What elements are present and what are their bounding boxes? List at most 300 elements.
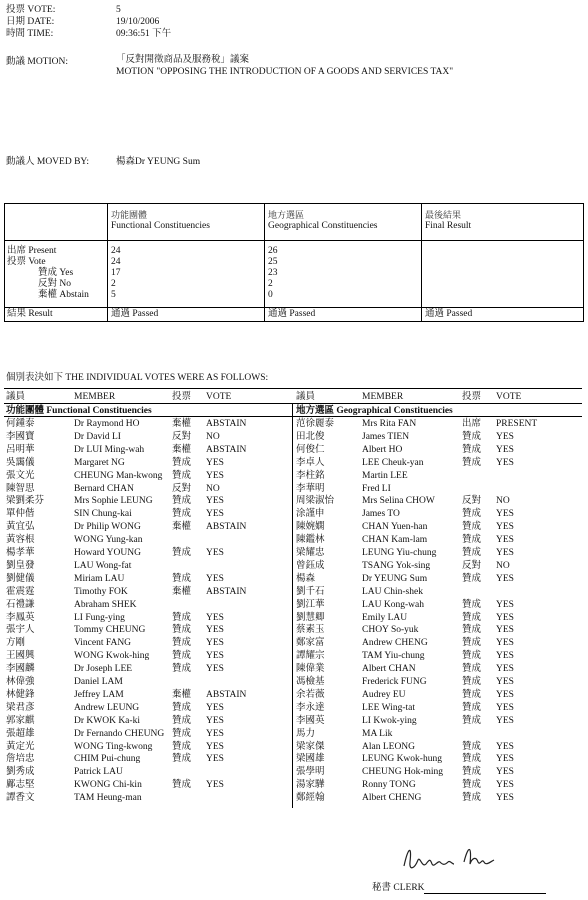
vote-row [0, 624, 588, 637]
member-name-zh: 李華明 [296, 483, 325, 494]
vote-value: YES [496, 741, 514, 752]
member-name: LAU Wong-fat [74, 560, 132, 571]
vote-value: YES [206, 457, 224, 468]
vote-row [0, 573, 588, 586]
gc-col-zh-name: 議員 [296, 392, 316, 402]
motion-label: 動議 MOTION: [6, 57, 69, 67]
vote-zh: 贊成 [462, 677, 482, 687]
member-name: LEE Wing-tat [362, 702, 415, 713]
member-name-zh: 張文光 [6, 470, 35, 481]
summary-row-label: 出席 Present [7, 246, 57, 256]
member-name-zh: 梁家傑 [296, 741, 325, 752]
vote-zh: 贊成 [172, 702, 192, 713]
gc-count: 26 [268, 246, 278, 256]
vote-zh: 贊成 [462, 548, 482, 558]
member-name-zh: 王國興 [6, 651, 35, 662]
member-name: TAM Yiu-chung [362, 651, 425, 662]
vote-value: YES [206, 728, 224, 739]
vote-value: YES [206, 548, 224, 558]
vote-row [0, 547, 588, 560]
vote-zh: 贊成 [172, 715, 192, 726]
member-name: Mrs Rita FAN [362, 419, 417, 429]
vote-zh: 贊成 [172, 457, 192, 468]
member-name: Ronny TONG [362, 780, 416, 791]
member-name-zh: 鄺志堅 [6, 780, 35, 791]
member-name-zh: 湯家驊 [296, 780, 325, 791]
member-name: Bernard CHAN [74, 483, 134, 494]
vote-zh: 贊成 [462, 444, 482, 455]
clerk-signature [398, 840, 538, 880]
vote-zh: 贊成 [462, 522, 482, 533]
votes-header-rule [4, 403, 582, 404]
final-column-header [425, 210, 471, 232]
vote-value: NO [206, 431, 220, 442]
member-name: Howard YOUNG [74, 548, 141, 558]
vote-value: YES [496, 793, 514, 804]
member-name: MA Lik [362, 728, 393, 739]
summary-row-label: 贊成 Yes [38, 268, 74, 278]
member-name-zh: 涂謹申 [296, 509, 325, 520]
member-name: Andrew LEUNG [74, 702, 140, 713]
vote-zh: 贊成 [172, 548, 192, 558]
vote-number-label: 投票 VOTE: [6, 5, 56, 15]
member-name: Abraham SHEK [74, 599, 137, 610]
date-value: 19/10/2006 [116, 17, 160, 27]
member-name-zh: 何鍾泰 [6, 419, 35, 429]
vote-value: YES [496, 509, 514, 520]
vote-zh: 贊成 [172, 625, 192, 636]
vote-value: YES [496, 651, 514, 662]
vote-value: YES [206, 470, 224, 481]
vote-value: YES [206, 715, 224, 726]
member-name-zh: 馬力 [296, 728, 316, 739]
summary-row-result [5, 308, 583, 319]
vote-value: NO [206, 483, 220, 494]
member-name: James TIEN [362, 431, 410, 442]
member-name: SIN Chung-kai [74, 509, 132, 520]
vote-zh: 棄權 [172, 419, 192, 429]
vote-row [0, 470, 588, 483]
vote-value: YES [206, 612, 224, 623]
vote-row [0, 534, 588, 547]
vote-zh: 反對 [172, 483, 192, 494]
vote-value: ABSTAIN [206, 689, 247, 700]
member-name-zh: 梁耀忠 [296, 548, 325, 558]
final-header-zh: 最後結果 [425, 210, 462, 220]
vote-zh: 贊成 [172, 573, 192, 584]
vote-zh: 贊成 [172, 664, 192, 675]
member-name: James TO [362, 509, 400, 520]
gc-header-zh: 地方選區 [268, 210, 305, 220]
mover-label: 動議人 MOVED BY: [6, 157, 90, 167]
vote-value: YES [496, 548, 514, 558]
vote-value: YES [206, 638, 224, 649]
vote-value: ABSTAIN [206, 444, 247, 455]
vote-row [0, 637, 588, 650]
member-name-zh: 黃宜弘 [6, 522, 35, 533]
vote-row [0, 508, 588, 521]
member-name-zh: 林健鋒 [6, 689, 35, 700]
member-name: Dr Fernando CHEUNG [74, 728, 165, 739]
time-value: 09:36:51 下午 [116, 29, 172, 39]
vote-row [0, 521, 588, 534]
vote-zh: 贊成 [172, 780, 192, 791]
member-name: Alan LEONG [362, 741, 416, 752]
member-name-zh: 林偉強 [6, 677, 35, 687]
mover-value: 楊森Dr YEUNG Sum [116, 157, 201, 167]
member-name-zh: 單仲偕 [6, 509, 35, 520]
member-name-zh: 梁君彥 [6, 702, 35, 713]
vote-zh: 贊成 [172, 651, 192, 662]
vote-row [0, 418, 588, 431]
member-name-zh: 梁劉柔芬 [6, 496, 45, 507]
member-name-zh: 陳鑑林 [296, 535, 325, 546]
member-name: Dr YEUNG Sum [362, 573, 428, 584]
member-name-zh: 呂明華 [6, 444, 35, 455]
member-name-zh: 張宇人 [6, 625, 35, 636]
fc-count: 2 [111, 279, 116, 289]
member-name: KWONG Chi-kin [74, 780, 142, 791]
vote-row [0, 495, 588, 508]
member-name-zh: 陳偉業 [296, 664, 325, 675]
vote-row [0, 431, 588, 444]
member-name: LEUNG Kwok-hung [362, 754, 442, 765]
vote-zh: 棄權 [172, 586, 192, 597]
gc-col-member: MEMBER [362, 392, 404, 402]
vote-zh: 出席 [462, 419, 482, 429]
member-name: Vincent FANG [74, 638, 132, 649]
vote-zh: 贊成 [462, 715, 482, 726]
vote-row [0, 560, 588, 573]
fc-col-zh-name: 議員 [6, 392, 26, 402]
clerk-signature-line [424, 893, 546, 894]
vote-zh: 棄權 [172, 444, 192, 455]
member-name: Daniel LAM [74, 677, 123, 687]
member-name-zh: 陳婉嫻 [296, 522, 325, 533]
member-name-zh: 何俊仁 [296, 444, 325, 455]
vote-zh: 贊成 [462, 509, 482, 520]
fc-count: 17 [111, 268, 121, 278]
member-name: LAU Chin-shek [362, 586, 423, 597]
vote-row [0, 457, 588, 470]
member-name: Dr David LI [74, 431, 121, 442]
member-name: TSANG Yok-sing [362, 560, 431, 571]
member-name: LAU Kong-wah [362, 599, 425, 610]
fc-count: 24 [111, 257, 121, 267]
vote-value: ABSTAIN [206, 419, 247, 429]
vote-value: YES [206, 573, 224, 584]
member-name-zh: 李國麟 [6, 664, 35, 675]
vote-row [0, 586, 588, 599]
member-name: WONG Kwok-hing [74, 651, 150, 662]
fc-result: 通過 Passed [111, 309, 159, 319]
member-name: Dr Raymond HO [74, 419, 140, 429]
fc-count: 24 [111, 246, 121, 256]
member-name: TAM Heung-man [74, 793, 142, 804]
member-name: CHEUNG Man-kwong [74, 470, 163, 481]
time-label: 時間 TIME: [6, 29, 54, 39]
fc-count: 5 [111, 290, 116, 300]
gc-count: 25 [268, 257, 278, 267]
member-name-zh: 黃定光 [6, 741, 35, 752]
member-name-zh: 楊孝華 [6, 548, 35, 558]
fc-col-vote-zh: 投票 [172, 392, 192, 402]
gc-column-header [268, 210, 377, 232]
member-name-zh: 楊森 [296, 573, 316, 584]
row-divider [5, 240, 583, 241]
vote-value: YES [206, 702, 224, 713]
vote-value: YES [496, 767, 514, 778]
member-name-zh: 詹培忠 [6, 754, 35, 765]
member-name: CHEUNG Hok-ming [362, 767, 444, 778]
vote-zh: 贊成 [462, 457, 482, 468]
summary-row-label: 結果 Result [7, 309, 53, 319]
vote-row [0, 779, 588, 792]
motion-title-en: MOTION "OPPOSING THE INTRODUCTION OF A GOODS AND SERVICES TAX" [116, 67, 454, 77]
member-name-zh: 范徐麗泰 [296, 419, 335, 429]
vote-row [0, 741, 588, 754]
member-name-zh: 李永達 [296, 702, 325, 713]
vote-value: NO [496, 560, 510, 571]
vote-zh: 贊成 [462, 702, 482, 713]
vote-zh: 贊成 [462, 780, 482, 791]
vote-value: YES [496, 638, 514, 649]
vote-row [0, 702, 588, 715]
member-name: Mrs Selina CHOW [362, 496, 435, 507]
vote-row [0, 650, 588, 663]
vote-row [0, 599, 588, 612]
member-name: Patrick LAU [74, 767, 123, 778]
vote-zh: 贊成 [172, 612, 192, 623]
member-name: LEE Cheuk-yan [362, 457, 424, 468]
vote-value: NO [496, 496, 510, 507]
vote-row [0, 676, 588, 689]
vote-zh: 反對 [462, 560, 482, 571]
member-name-zh: 劉皇發 [6, 560, 35, 571]
vote-row [0, 689, 588, 702]
member-name-zh: 石禮謙 [6, 599, 35, 610]
summary-row-abstain [5, 289, 583, 300]
member-name-zh: 張超雄 [6, 728, 35, 739]
member-name: CHIM Pui-chung [74, 754, 141, 765]
vote-row [0, 792, 588, 805]
member-name: Tommy CHEUNG [74, 625, 146, 636]
votes-top-rule [4, 388, 582, 389]
summary-row-label: 棄權 Abstain [38, 290, 89, 300]
vote-value: YES [496, 689, 514, 700]
member-name-zh: 李鳳英 [6, 612, 35, 623]
vote-value: ABSTAIN [206, 586, 247, 597]
vote-row [0, 483, 588, 496]
vote-zh: 贊成 [462, 664, 482, 675]
member-name: Dr Philip WONG [74, 522, 141, 533]
fc-header-zh: 功能團體 [111, 210, 148, 220]
member-name: LI Fung-ying [74, 612, 125, 623]
vote-value: YES [496, 457, 514, 468]
member-name-zh: 譚耀宗 [296, 651, 325, 662]
vote-zh: 贊成 [462, 638, 482, 649]
summary-row-label: 投票 Vote [7, 257, 46, 267]
vote-value: YES [496, 754, 514, 765]
vote-value: YES [206, 780, 224, 791]
vote-zh: 棄權 [172, 522, 192, 533]
vote-zh: 贊成 [462, 573, 482, 584]
fc-col-member: MEMBER [74, 392, 116, 402]
summary-table [4, 203, 584, 322]
vote-value: YES [496, 612, 514, 623]
vote-value: YES [206, 625, 224, 636]
member-name: Albert CHENG [362, 793, 422, 804]
vote-zh: 反對 [172, 431, 192, 442]
member-name: WONG Ting-kwong [74, 741, 153, 752]
member-name: Martin LEE [362, 470, 408, 481]
member-name-zh: 田北俊 [296, 431, 325, 442]
member-name-zh: 梁國雄 [296, 754, 325, 765]
summary-row-label: 反對 No [38, 279, 71, 289]
vote-value: PRESENT [496, 419, 538, 429]
member-name: Dr Joseph LEE [74, 664, 133, 675]
member-name-zh: 陳智思 [6, 483, 35, 494]
member-name-zh: 劉千石 [296, 586, 325, 597]
vote-zh: 贊成 [462, 754, 482, 765]
vote-value: YES [496, 677, 514, 687]
vote-zh: 贊成 [462, 599, 482, 610]
member-name-zh: 郭家麒 [6, 715, 35, 726]
vote-zh: 贊成 [462, 689, 482, 700]
vote-value: YES [206, 664, 224, 675]
member-name-zh: 鄭家富 [296, 638, 325, 649]
fc-col-vote: VOTE [206, 392, 232, 402]
member-name-zh: 劉慧卿 [296, 612, 325, 623]
vote-value: YES [206, 754, 224, 765]
gc-count: 23 [268, 268, 278, 278]
member-name: Albert CHAN [362, 664, 416, 675]
vote-value: YES [496, 715, 514, 726]
vote-value: YES [496, 702, 514, 713]
member-name-zh: 余若薇 [296, 689, 325, 700]
gc-col-vote: VOTE [496, 392, 522, 402]
vote-zh: 贊成 [172, 509, 192, 520]
vote-value: ABSTAIN [206, 522, 247, 533]
date-label: 日期 DATE: [6, 17, 55, 27]
gc-col-vote-zh: 投票 [462, 392, 482, 402]
gc-count: 0 [268, 290, 273, 300]
vote-row [0, 444, 588, 457]
final-header-en: Final Result [425, 221, 472, 231]
member-name-zh: 劉健儀 [6, 573, 35, 584]
vote-row [0, 663, 588, 676]
gc-header-en: Geographical Constituencies [268, 221, 378, 231]
vote-zh: 贊成 [462, 793, 482, 804]
vote-value: YES [496, 444, 514, 455]
member-name-zh: 黃容根 [6, 535, 35, 546]
vote-zh: 贊成 [172, 728, 192, 739]
vote-value: YES [496, 664, 514, 675]
fc-header-en: Functional Constituencies [111, 221, 210, 231]
member-name-zh: 馮檢基 [296, 677, 325, 687]
vote-zh: 贊成 [462, 767, 482, 778]
member-name: LEUNG Yiu-chung [362, 548, 437, 558]
member-name-zh: 劉江華 [296, 599, 325, 610]
vote-value: YES [496, 599, 514, 610]
member-name-zh: 周梁淑怡 [296, 496, 335, 507]
final-result: 通過 Passed [425, 309, 473, 319]
clerk-label: 秘書 CLERK [372, 883, 425, 893]
member-name-zh: 譚香文 [6, 793, 35, 804]
vote-value: YES [206, 496, 224, 507]
member-name: Dr KWOK Ka-ki [74, 715, 140, 726]
summary-row-vote [5, 256, 583, 267]
vote-value: YES [496, 625, 514, 636]
vote-row [0, 728, 588, 741]
vote-value: YES [206, 651, 224, 662]
vote-row [0, 612, 588, 625]
member-name-zh: 李柱銘 [296, 470, 325, 481]
member-name-zh: 吳靄儀 [6, 457, 35, 468]
vote-zh: 贊成 [462, 431, 482, 442]
vote-value: YES [496, 522, 514, 533]
summary-row-yes [5, 267, 583, 278]
member-name: Mrs Sophie LEUNG [74, 496, 153, 507]
member-name: Miriam LAU [74, 573, 125, 584]
vote-value: YES [206, 509, 224, 520]
vote-zh: 贊成 [462, 741, 482, 752]
member-name-zh: 鄭經翰 [296, 793, 325, 804]
member-name-zh: 方剛 [6, 638, 26, 649]
member-name-zh: 李國英 [296, 715, 325, 726]
vote-zh: 贊成 [172, 754, 192, 765]
member-name: Fred LI [362, 483, 391, 494]
vote-value: YES [206, 741, 224, 752]
vote-value: YES [496, 780, 514, 791]
member-name-zh: 霍震霆 [6, 586, 35, 597]
vote-zh: 贊成 [172, 496, 192, 507]
motion-title-zh: 「反對開徵商品及服務稅」議案 [116, 55, 250, 65]
member-name: Jeffrey LAM [74, 689, 124, 700]
member-name: Timothy FOK [74, 586, 128, 597]
member-name: Emily LAU [362, 612, 408, 623]
vote-zh: 贊成 [172, 741, 192, 752]
gc-count: 2 [268, 279, 273, 289]
vote-zh: 贊成 [172, 470, 192, 481]
member-name-zh: 李國寶 [6, 431, 35, 442]
member-name: WONG Yung-kan [74, 535, 143, 546]
member-name: CHAN Yuen-han [362, 522, 428, 533]
vote-zh: 贊成 [462, 535, 482, 546]
gc-section-title: 地方選區 Geographical Constituencies [296, 406, 453, 416]
vote-value: YES [496, 573, 514, 584]
member-name: Dr LUI Ming-wah [74, 444, 145, 455]
vote-value: YES [496, 535, 514, 546]
member-name: Albert HO [362, 444, 403, 455]
vote-zh: 贊成 [172, 638, 192, 649]
member-name-zh: 蔡素玉 [296, 625, 325, 636]
member-name-zh: 李卓人 [296, 457, 325, 468]
vote-row [0, 753, 588, 766]
individual-votes-intro: 個別表決如下 THE INDIVIDUAL VOTES WERE AS FOLLOWS: [6, 373, 269, 383]
vote-zh: 贊成 [462, 651, 482, 662]
vote-zh: 贊成 [462, 612, 482, 623]
member-name: Andrew CHENG [362, 638, 428, 649]
member-name: LI Kwok-ying [362, 715, 417, 726]
member-name: CHOY So-yuk [362, 625, 419, 636]
member-name: Audrey EU [362, 689, 406, 700]
vote-number-value: 5 [116, 5, 121, 15]
fc-column-header [111, 210, 210, 232]
vote-value: YES [496, 431, 514, 442]
member-name-zh: 劉秀成 [6, 767, 35, 778]
member-name-zh: 曾鈺成 [296, 560, 325, 571]
